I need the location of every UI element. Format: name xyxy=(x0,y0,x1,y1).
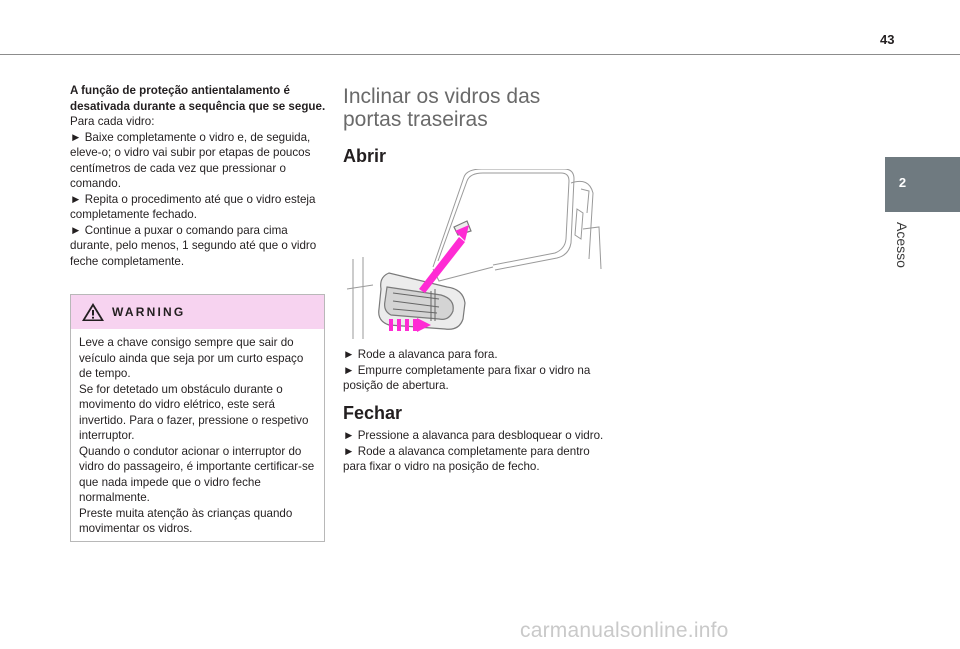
open-instructions xyxy=(343,347,605,394)
instruction-line: ► Baixe completamente o vidro e, de seguida, eleve-o; o vidro vai subir por etapas de poucos centímetros de cada vez que pressionar o comando. xyxy=(70,130,311,190)
section-title: Inclinar os vidros das portas traseiras xyxy=(343,85,541,131)
instruction-line: ► Empurre completamente para fixar o vidro na posição de abertura. xyxy=(343,363,591,392)
open-heading: Abrir xyxy=(343,146,387,166)
instruction-line: ► Rode a alavanca para fora. xyxy=(343,348,498,361)
intro-bold-text: A função de proteção antientalamento é desativada durante a sequência que se segue. xyxy=(70,84,326,113)
instruction-line: ► Continue a puxar o comando para cima durante, pelo menos, 1 segundo até que o vidro feche completamente. xyxy=(70,223,317,268)
warning-line: Quando o condutor acionar o interruptor do vidro do passageiro, é importante certificar-se que nada impede que o vidro feche normalmente. xyxy=(79,444,315,504)
page-number: 43 xyxy=(880,32,895,47)
instruction-line: ► Repita o procedimento até que o vidro esteja completamente fechado. xyxy=(70,192,316,221)
watermark: carmanualsonline.info xyxy=(520,619,729,642)
left-column xyxy=(70,83,326,269)
warning-line: Leve a chave consigo sempre que sair do veículo ainda que seja por um curto espaço de tempo. xyxy=(79,336,304,380)
warning-body xyxy=(71,329,324,537)
warning-line: Preste muita atenção às crianças quando movimentar os vidros. xyxy=(79,506,293,535)
warning-triangle-icon xyxy=(81,302,105,322)
instruction-line: Para cada vidro: xyxy=(70,115,155,128)
close-heading: Fechar xyxy=(343,403,403,423)
warning-title: WARNING xyxy=(112,305,186,319)
warning-line: Se for detetado um obstáculo durante o movimento do vidro elétrico, este será invertido. Para o fazer, pressione o respetivo interruptor. xyxy=(79,382,309,442)
rear-window-latch-illustration xyxy=(343,169,605,339)
chapter-number: 2 xyxy=(898,175,907,190)
warning-box xyxy=(70,294,325,542)
chapter-label: Acesso xyxy=(894,222,910,268)
warning-header xyxy=(71,295,324,329)
close-instructions xyxy=(343,428,605,475)
chapter-tab[interactable] xyxy=(885,157,960,212)
instruction-line: ► Pressione a alavanca para desbloquear o vidro. xyxy=(343,429,604,442)
header-divider xyxy=(0,54,960,55)
instruction-line: ► Rode a alavanca completamente para dentro para fixar o vidro na posição de fecho. xyxy=(343,444,590,473)
